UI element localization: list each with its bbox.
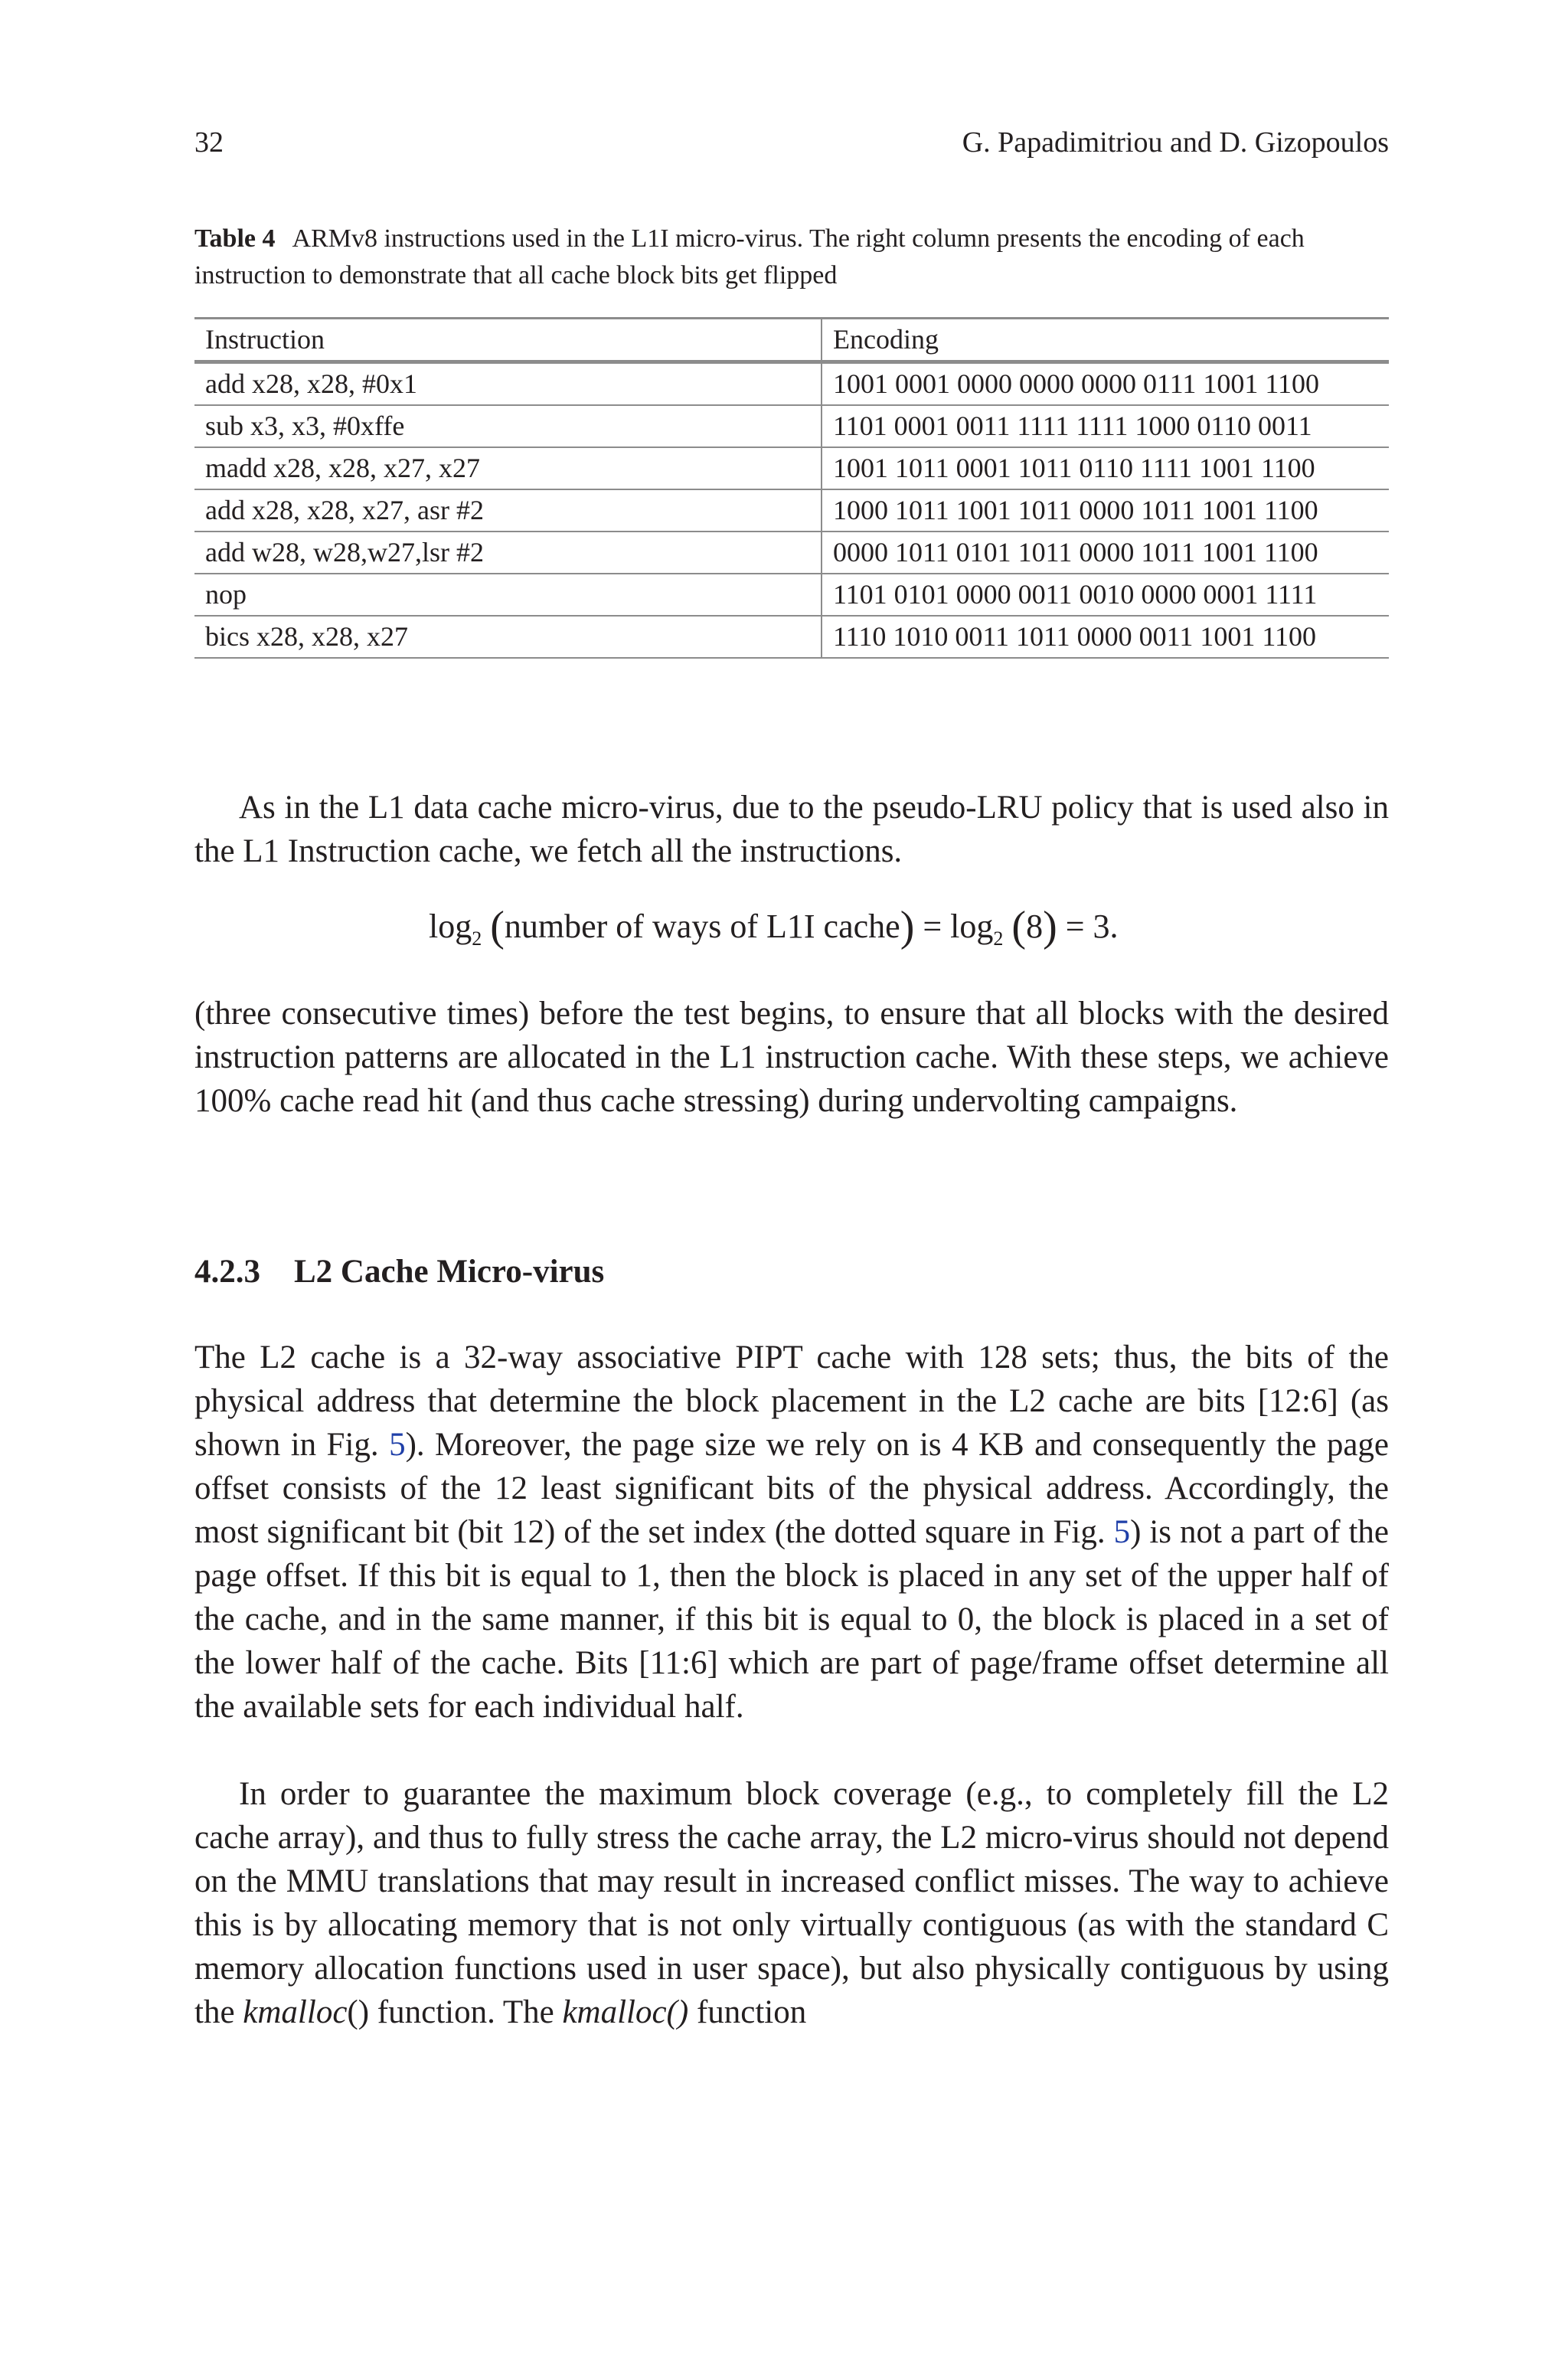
instruction-cell: add x28, x28, #0x1 [194, 362, 822, 406]
instruction-encoding-table [194, 317, 1389, 659]
equation-base-1: 2 [472, 927, 482, 950]
column-header-encoding: Encoding [822, 319, 1389, 362]
table-caption [194, 221, 1389, 294]
table-caption-text: ARMv8 instructions used in the L1I micro-virus. The right column presents the encoding of each instruction to demonstrate that all cache block bits get flipped [194, 224, 1305, 289]
encoding-cell: 1110 1010 0011 1011 0000 0011 1001 1100 [822, 616, 1389, 658]
paragraph-l2-cache [194, 1336, 1389, 1729]
instruction-cell: madd x28, x28, x27, x27 [194, 447, 822, 489]
paragraph-coverage-text-2: () function. The [347, 1994, 563, 2030]
instruction-cell: add w28, w28,w27,lsr #2 [194, 532, 822, 574]
instruction-cell: sub x3, x3, #0xffe [194, 405, 822, 447]
encoding-cell: 1000 1011 1001 1011 0000 1011 1001 1100 [822, 489, 1389, 532]
equation-lparen-1: ( [490, 903, 505, 950]
encoding-cell: 0000 1011 0101 1011 0000 1011 1001 1100 [822, 532, 1389, 574]
instruction-cell: nop [194, 574, 822, 616]
paragraph-l2-text-3: ) is not a part of the page offset. If this bit is equal to 1, then the block is placed in any set of the upper half of the cache, and in the same manner, if this bit is equal to 0, the block is placed in a set of the lower half of the cache. Bits [11:6] which are part of page/frame offset determine all the available sets for each individual half. [194, 1514, 1389, 1725]
equation-value: 8 [1026, 908, 1044, 945]
figure-5-link[interactable]: 5 [1113, 1514, 1131, 1550]
section-heading [194, 1250, 604, 1294]
equation-argument: number of ways of L1I cache [504, 908, 900, 945]
page-number: 32 [194, 126, 224, 159]
encoding-cell: 1101 0001 0011 1111 1111 1000 0110 0011 [822, 405, 1389, 447]
instruction-cell: bics x28, x28, x27 [194, 616, 822, 658]
paragraph-l2-text-1: The L2 cache is a 32-way associative PIPT cache with 128 sets; thus, the bits of the physical address that determine the block placement in the L2 cache are bits [12:6] (as shown in Fig. [194, 1339, 1389, 1463]
equation-equals: = [914, 908, 951, 945]
table-label: Table 4 [194, 224, 276, 253]
paragraph-l1-fetch: As in the L1 data cache micro-virus, due to the pseudo-LRU policy that is used also in the L1 Instruction cache, we fetch all the instructions. [194, 790, 1389, 869]
kmalloc-function-name-2: kmalloc() [562, 1994, 689, 2030]
table-row [194, 532, 1389, 574]
table-row [194, 489, 1389, 532]
paragraph-coverage-text-1: In order to guarantee the maximum block coverage (e.g., to completely fill the L2 cache array), and thus to fully stress the cache array, the L2 micro-virus should not depend on the MMU translations that may result in increased conflict misses. The way to achieve this is by allocating memory that is not only virtually contiguous (as with the standard C memory allocation functions used in user space), but also physically contiguous by using the [194, 1776, 1389, 2030]
encoding-cell: 1101 0101 0000 0011 0010 0000 0001 1111 [822, 574, 1389, 616]
equation-log-1: log [429, 908, 472, 945]
paragraph-l2-text-2: ). Moreover, the page size we rely on is 4 KB and consequently the page offset consists of the 12 least significant bits of the physical address. Accordingly, the most significant bit (bit 12) of the set index (the dotted square in Fig. [194, 1427, 1389, 1550]
figure-5-link[interactable]: 5 [389, 1427, 406, 1463]
equation-log-2: log [950, 908, 994, 945]
paragraph-block-coverage [194, 1772, 1389, 2034]
table-row [194, 616, 1389, 658]
table-row [194, 362, 1389, 406]
running-head-authors: G. Papadimitriou and D. Gizopoulos [962, 126, 1389, 159]
encoding-cell: 1001 1011 0001 1011 0110 1111 1001 1100 [822, 447, 1389, 489]
instruction-cell: add x28, x28, x27, asr #2 [194, 489, 822, 532]
section-number: 4.2.3 [194, 1254, 260, 1290]
paragraph-three-times: (three consecutive times) before the test begins, to ensure that all blocks with the desired instruction patterns are allocated in the L1 instruction cache. With these steps, we achieve 100% cache read hit (and thus cache stressing) during undervolting campaigns. [194, 996, 1389, 1119]
kmalloc-function-name: kmalloc [243, 1994, 348, 2030]
table-header-row [194, 319, 1389, 362]
table-row [194, 447, 1389, 489]
log-equation [429, 904, 1194, 962]
encoding-cell: 1001 0001 0000 0000 0000 0111 1001 1100 [822, 362, 1389, 406]
equation-result: = 3. [1057, 908, 1119, 945]
equation-rparen-1: ) [900, 903, 915, 950]
table-row [194, 405, 1389, 447]
equation-rparen-2: ) [1043, 903, 1057, 950]
equation-lparen-2: ( [1011, 903, 1027, 950]
equation-base-2: 2 [993, 927, 1004, 950]
section-title: L2 Cache Micro-virus [294, 1254, 605, 1290]
column-header-instruction: Instruction [194, 319, 822, 362]
paragraph-coverage-text-3: function [688, 1994, 807, 2030]
table-row [194, 574, 1389, 616]
